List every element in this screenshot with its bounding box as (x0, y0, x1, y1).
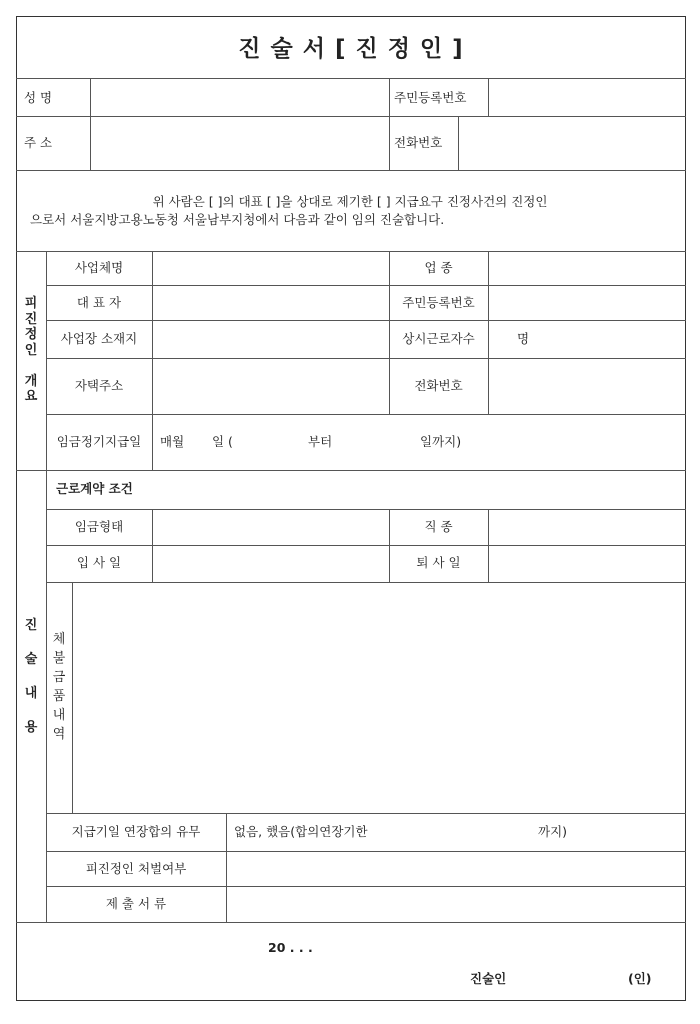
divider (16, 116, 686, 117)
intro-line-1: 위 사람은 [ ]의 대표 [ ]을 상대로 제기한 [ ] 지급요구 진정사건의 진정인 (152, 194, 548, 209)
divider (46, 851, 686, 852)
divider (46, 285, 686, 286)
payday-day: 일 ( (212, 434, 233, 449)
extension-until: 까지) (538, 824, 568, 839)
divider (46, 582, 686, 583)
divider (90, 78, 91, 170)
divider (16, 470, 686, 471)
form-title: 진 술 서 [ 진 정 인 ] (238, 36, 464, 62)
payday-label: 임금정기지급일 (56, 434, 142, 449)
divider (152, 251, 153, 470)
divider (16, 251, 686, 252)
respondent-side-label: 피 진 정 인 개 요 (24, 296, 38, 404)
divider (46, 320, 686, 321)
intro-line-2: 으로서 서울지방고용노동청 서울남부지청에서 다음과 같이 임의 진술합니다. (30, 212, 445, 227)
extension-value: 없음, 했음(합의연장기한 (234, 824, 368, 839)
documents-label: 제 출 서 류 (105, 896, 167, 911)
divider (46, 358, 686, 359)
wage-type-label: 임금형태 (74, 519, 124, 534)
business-name-label: 사업체명 (74, 260, 124, 275)
representative-rrn-label: 주민등록번호 (402, 295, 475, 310)
address-label: 주 소 (24, 135, 53, 150)
divider (46, 813, 686, 814)
name-label: 성 명 (24, 90, 53, 105)
home-address-label: 자택주소 (74, 378, 124, 393)
employees-label: 상시근로자수 (402, 331, 475, 346)
industry-label: 업 종 (424, 260, 453, 275)
payday-from: 부터 (308, 434, 333, 449)
divider (46, 886, 686, 887)
intro-paragraph (30, 193, 670, 229)
hire-date-label: 입 사 일 (76, 555, 122, 570)
divider (46, 545, 686, 546)
contract-heading: 근로계약 조건 (56, 481, 133, 496)
divider (46, 251, 47, 922)
rrn-label: 주민등록번호 (394, 90, 467, 105)
divider (226, 813, 227, 922)
divider (488, 78, 489, 116)
divider (458, 116, 459, 170)
divider (152, 509, 153, 582)
extension-label: 지급기일 연장합의 유무 (71, 824, 201, 839)
location-label: 사업장 소재지 (60, 331, 138, 346)
statement-side-label: 진 술 내 용 (24, 618, 38, 735)
divider (16, 170, 686, 171)
divider (488, 251, 489, 414)
unpaid-items-label: 체 불 금 품 내 역 (52, 632, 66, 742)
employees-unit: 명 (517, 331, 530, 346)
divider (389, 509, 390, 582)
date-line: 20 . . . (268, 940, 313, 955)
seal-mark: (인) (628, 971, 652, 986)
divider (488, 509, 489, 582)
job-type-label: 직 종 (424, 519, 453, 534)
divider (72, 582, 73, 813)
respondent-phone-label: 전화번호 (414, 378, 463, 393)
punish-label: 피진정인 처벌여부 (85, 861, 187, 876)
signer-label: 진술인 (470, 971, 507, 986)
payday-monthly: 매월 (160, 434, 185, 449)
divider (16, 78, 686, 79)
divider (389, 78, 390, 170)
divider (16, 922, 686, 923)
payday-to: 일까지) (420, 434, 462, 449)
phone-label: 전화번호 (394, 135, 443, 150)
divider (46, 509, 686, 510)
leave-date-label: 퇴 사 일 (416, 555, 461, 570)
divider (46, 414, 686, 415)
representative-label: 대 표 자 (76, 295, 122, 310)
